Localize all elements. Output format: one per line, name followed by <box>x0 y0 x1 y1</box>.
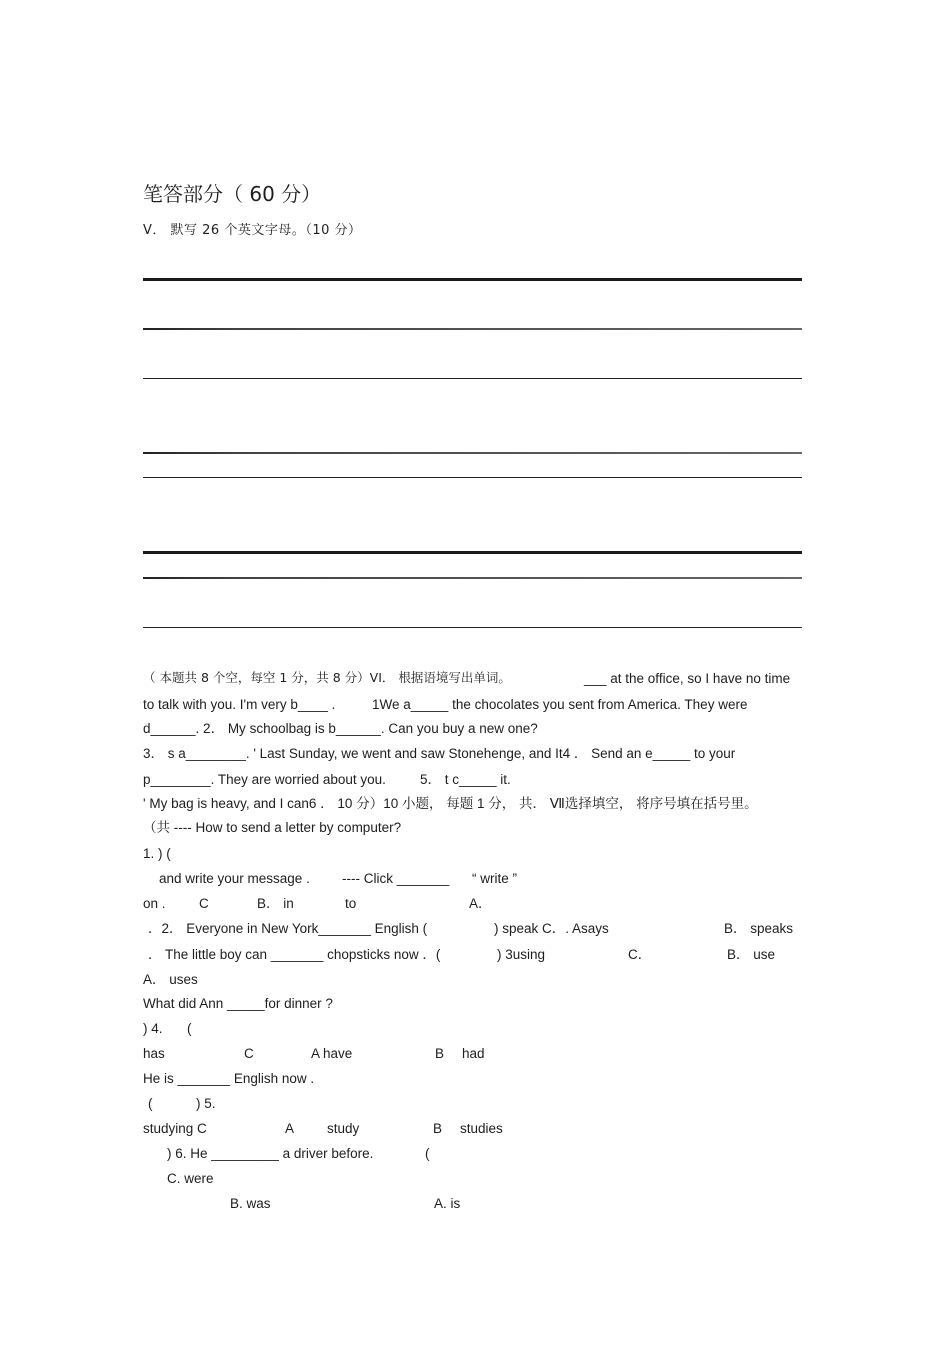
option-text: A． <box>469 896 492 911</box>
text-line: 3． s a________. ' Last Sunday, we went and saw Stonehenge, and It4 ． Send an e_____ to your <box>143 746 736 761</box>
text-line: ( <box>187 1021 192 1036</box>
section-vi-heading: （ 本题共 8 个空，每空 1 分，共 8 分）VI． 根据语境写出单词。 <box>143 670 511 685</box>
option-text: B． use <box>727 947 776 962</box>
question-text: What did Ann _____for dinner ? <box>143 996 333 1011</box>
option-text: A. is <box>434 1196 461 1211</box>
question-number: ) 4. <box>143 1021 163 1036</box>
question-text: ．2． Everyone in New York_______ English ( <box>148 921 428 936</box>
question-number: 1. ) ( <box>143 846 171 861</box>
writing-line <box>143 378 802 379</box>
text-line: 5． t c_____ it. <box>420 772 511 787</box>
option-text: studies <box>460 1121 503 1136</box>
writing-line <box>143 477 802 478</box>
option-text: to <box>345 896 357 911</box>
text-line: （共 ---- How to send a letter by computer? <box>143 820 402 835</box>
option-text: has <box>143 1046 165 1061</box>
option-text: A have <box>311 1046 353 1061</box>
option-text: ) 3using <box>497 947 546 962</box>
text-line: “ write ” <box>472 871 517 886</box>
text-line: to talk with you. I'm very b____ . <box>143 697 336 712</box>
text-line: and write your message . <box>159 871 310 886</box>
option-text: study <box>327 1121 360 1136</box>
writing-line <box>143 627 802 628</box>
writing-line <box>143 328 802 330</box>
text-line: p________. They are worried about you. <box>143 772 386 787</box>
text-line: ---- Click _______ <box>342 871 450 886</box>
text-line: ( <box>148 1096 153 1111</box>
option-text: C <box>244 1046 254 1061</box>
option-text: B. was <box>230 1196 271 1211</box>
writing-line <box>143 551 802 554</box>
writing-line <box>143 577 802 579</box>
option-text: C <box>199 896 209 911</box>
option-text: studying C <box>143 1121 207 1136</box>
option-text: B <box>433 1121 443 1136</box>
writing-line <box>143 278 802 281</box>
option-text: C. were <box>167 1171 214 1186</box>
question-text: ． The little boy can _______ chopsticks now ．( <box>148 947 441 962</box>
section-vii-heading: ' My bag is heavy, and I can6 ． 10 分）10 小题， 每题 1 分， 共． Ⅶ选择填空， 将序号填在括号里。 <box>143 796 758 811</box>
question-number: ) 5. <box>196 1096 216 1111</box>
option-text: A <box>285 1121 295 1136</box>
question-text: ) 6. He _________ a driver before. <box>167 1146 374 1161</box>
option-text: A． uses <box>143 972 198 987</box>
question-text: He is _______ English now . <box>143 1071 315 1086</box>
text-line: ___ at the office, so I have no time <box>584 671 791 686</box>
option-text: B <box>435 1046 445 1061</box>
section-v-heading: V． 默写 26 个英文字母。（10 分） <box>143 223 362 238</box>
writing-line <box>143 452 802 454</box>
option-text: B． speaks <box>724 921 794 936</box>
text-line: d______. 2． My schoolbag is b______. Can you buy a new one? <box>143 721 538 736</box>
text-line: ( <box>425 1146 430 1161</box>
text-line: 1We a_____ the chocolates you sent from America. They were <box>372 697 748 712</box>
page-title: 笔答部分（ 60 分） <box>143 182 322 206</box>
option-text: B． in <box>257 896 294 911</box>
option-text: had <box>462 1046 485 1061</box>
option-text: ) speak C．. Asays <box>494 921 609 936</box>
option-text: on . <box>143 896 166 911</box>
option-text: C． <box>628 947 652 962</box>
